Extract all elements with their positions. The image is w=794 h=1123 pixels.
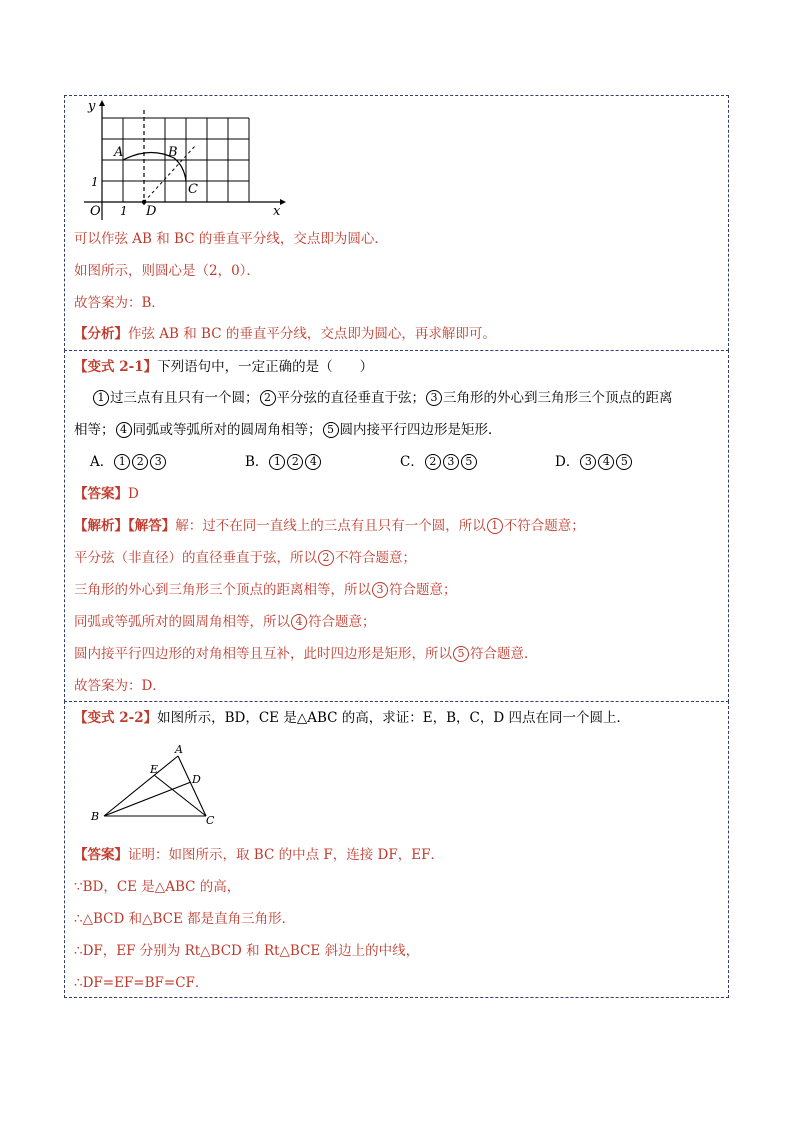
circled-number: 3 xyxy=(443,454,459,470)
triangle-figure xyxy=(86,742,226,828)
circled-number: 5 xyxy=(461,454,477,470)
question-2-2 xyxy=(74,708,630,728)
circled-number: 3 xyxy=(426,390,442,406)
explanation-line-3 xyxy=(74,580,457,600)
circled-number: 3 xyxy=(580,454,596,470)
circled-number: 1 xyxy=(93,390,109,406)
label-a: A xyxy=(175,743,183,756)
explanation-tag: 【解析】【解答】 xyxy=(74,518,176,534)
answer-line xyxy=(74,484,139,504)
question-text: 下列语句中，一定正确的是（ ） xyxy=(157,359,374,375)
statement-text: 同弧或等弧所对的圆周角相等； xyxy=(132,422,322,438)
answer-tag: 【答案】 xyxy=(74,486,128,502)
explanation-text: 符合题意； xyxy=(389,582,457,598)
label-c: C xyxy=(206,814,215,827)
label-b: B xyxy=(168,145,178,160)
analysis-text: 作弦 AB 和 BC 的垂直平分线，交点即为圆心，再求解即可。 xyxy=(128,326,496,342)
solution-line-1: 可以作弦 AB 和 BC 的垂直平分线，交点即为圆心． xyxy=(74,231,388,247)
option-label: D． xyxy=(555,454,580,470)
circled-number: 5 xyxy=(453,646,469,662)
explanation-text: 不符合题意； xyxy=(503,518,585,534)
explanation-text: 圆内接平行四边形的对角相等且互补，此时四边形是矩形，所以 xyxy=(74,646,452,662)
explanation-text: 符合题意． xyxy=(470,646,538,662)
proof-line-2: ∵BD，CE 是△ABC 的高， xyxy=(74,879,241,895)
x-axis-label: x xyxy=(273,204,281,219)
explanation-text: 不符合题意； xyxy=(335,550,416,566)
origin-label: O xyxy=(90,204,101,219)
side-ab xyxy=(104,756,178,816)
option-b[interactable] xyxy=(245,452,322,472)
variant-tag: 【变式 2-1】 xyxy=(74,359,158,375)
label-d: D xyxy=(146,204,157,219)
option-label: C． xyxy=(400,454,424,470)
circled-number: 2 xyxy=(132,454,148,470)
explanation-line-1 xyxy=(74,516,585,536)
explanation-text: 三角形的外心到三角形三个顶点的距离相等，所以 xyxy=(74,582,371,598)
circled-number: 4 xyxy=(291,614,307,630)
label-e: E xyxy=(150,763,159,776)
option-label: B． xyxy=(245,454,269,470)
statement-text: 相等； xyxy=(74,422,115,438)
y-axis-arrow xyxy=(99,100,105,106)
proof-text: 证明：如图所示，取 BC 的中点 F，连接 DF，EF． xyxy=(128,847,444,863)
explanation-line-4 xyxy=(74,612,376,632)
option-c[interactable] xyxy=(400,452,478,472)
question-2-1 xyxy=(74,357,373,377)
circled-number: 3 xyxy=(150,454,166,470)
label-b: B xyxy=(91,810,100,823)
y-one-label: 1 xyxy=(91,175,99,189)
explanation-line-5 xyxy=(74,644,538,664)
circled-number: 3 xyxy=(372,582,388,598)
analysis-line xyxy=(74,324,496,344)
x-axis-arrow xyxy=(280,199,286,205)
y-axis-label: y xyxy=(88,99,96,114)
question-text: 如图所示，BD，CE 是△ABC 的高，求证：E，B，C，D 四点在同一个圆上． xyxy=(157,710,630,726)
explanation-text: 符合题意； xyxy=(308,614,376,630)
statement-text: 过三点有且只有一个圆； xyxy=(110,390,259,406)
answer-value: D xyxy=(128,486,139,502)
option-a[interactable] xyxy=(90,452,167,472)
circled-number: 1 xyxy=(487,518,503,534)
circled-number: 2 xyxy=(260,390,276,406)
circled-number: 4 xyxy=(598,454,614,470)
conclusion-line: 故答案为：D． xyxy=(74,678,166,694)
analysis-tag: 【分析】 xyxy=(74,326,128,342)
proof-line-1 xyxy=(74,845,444,865)
explanation-text: 平分弦（非直径）的直径垂直于弦，所以 xyxy=(74,550,317,566)
circled-number: 2 xyxy=(318,550,334,566)
circled-number: 4 xyxy=(305,454,321,470)
solution-line-2: 如图所示，则圆心是（2，0）． xyxy=(74,263,260,279)
label-d: D xyxy=(192,773,201,786)
proof-line-3: ∴△BCD 和△BCE 都是直角三角形． xyxy=(74,911,296,927)
statements-line-2 xyxy=(74,420,502,440)
explanation-line-2 xyxy=(74,548,416,568)
statement-text: 圆内接平行四边形是矩形． xyxy=(339,422,502,438)
circled-number: 2 xyxy=(287,454,303,470)
statements-line-1 xyxy=(92,388,673,408)
altitude-bd xyxy=(104,782,191,816)
label-c: C xyxy=(188,182,198,197)
variant-tag: 【变式 2-2】 xyxy=(74,710,158,726)
circled-number: 2 xyxy=(425,454,441,470)
circled-number: 5 xyxy=(616,454,632,470)
explanation-text: 解：过不在同一直线上的三点有且只有一个圆，所以 xyxy=(175,518,486,534)
x-one-label: 1 xyxy=(120,204,128,218)
grid-figure xyxy=(80,96,290,220)
circled-number: 5 xyxy=(323,422,339,438)
label-a: A xyxy=(114,145,124,160)
circled-number: 1 xyxy=(269,454,285,470)
option-d[interactable] xyxy=(555,452,633,472)
statement-text: 平分弦的直径垂直于弦； xyxy=(276,390,425,406)
proof-line-4: ∴DF，EF 分别为 Rt△BCD 和 Rt△BCE 斜边上的中线， xyxy=(74,943,420,959)
explanation-text: 同弧或等弧所对的圆周角相等，所以 xyxy=(74,614,290,630)
circled-number: 1 xyxy=(114,454,130,470)
option-label: A． xyxy=(90,454,114,470)
statement-text: 三角形的外心到三角形三个顶点的距离 xyxy=(443,390,673,406)
proof-line-5: ∴DF=EF=BF=CF． xyxy=(74,975,209,991)
answer-tag: 【答案】 xyxy=(74,847,128,863)
solution-line-3: 故答案为：B． xyxy=(74,295,165,311)
circled-number: 4 xyxy=(116,422,132,438)
